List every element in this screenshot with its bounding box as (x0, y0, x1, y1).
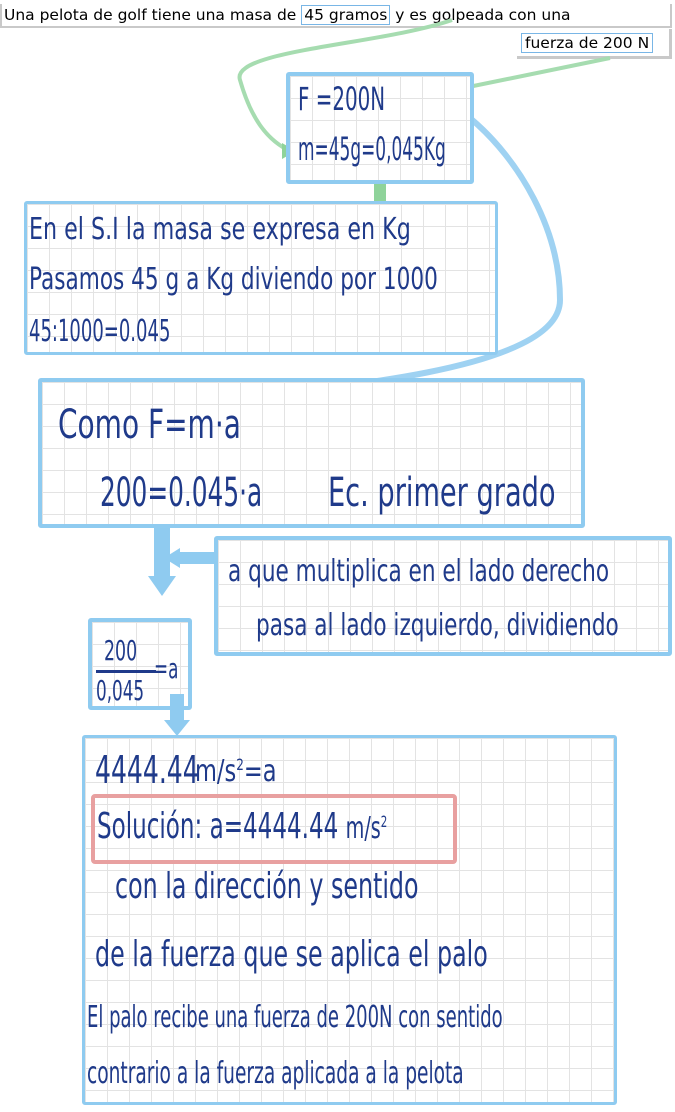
solution-text: Solución: a=4444.44 $m/s^2$ (97, 806, 388, 847)
result-value: 4444.44 (95, 748, 199, 792)
explain-line-2: pasa al lado izquierdo, dividiendo (256, 608, 619, 643)
result-line-6: contrario a la fuerza aplicada a la pelota (87, 1056, 464, 1091)
problem-line-2: fuerza de 200 N (521, 33, 653, 53)
explain-line-1: a que multiplica en el lado derecho (228, 554, 610, 589)
result-line-1 (95, 748, 304, 792)
fraction-bar (96, 670, 156, 673)
mass-value: m=45g=0,045Kg (298, 130, 446, 168)
blue-left-arrow (164, 548, 216, 568)
force-value: F =200N (298, 80, 386, 118)
highlight-mass: 45 gramos (301, 5, 390, 25)
solution-box (91, 794, 457, 864)
si-line-1: En el S.I la masa se expresa en Kg (29, 212, 411, 247)
si-line-2: Pasamos 45 g a Kg diviendo por 1000 (29, 262, 438, 297)
problem-line-1: Una pelota de golf tiene una masa de 45 gramos y es golpeada con una (4, 6, 571, 24)
result-unit: $m/s^2=a$ (195, 754, 277, 789)
explanation-box (214, 536, 672, 656)
fraction-denominator: 0,045 (96, 674, 145, 707)
result-line-4: de la fuerza que se aplica el palo (95, 934, 488, 975)
si-line-3: 45:1000=0.045 (29, 314, 171, 349)
result-box (82, 735, 617, 1105)
equation-line-1: Como F=m·a (58, 402, 241, 448)
fraction-numerator: 200 (104, 634, 138, 667)
equation-type-label: Ec. primer grado (328, 470, 556, 516)
equation-box (38, 378, 585, 528)
blue-down-arrow-2 (164, 694, 190, 736)
given-box (286, 72, 474, 184)
result-line-5: El palo recibe una fuerza de 200N con sentido (87, 1000, 503, 1035)
equation-line-2: 200=0.045·a (100, 470, 263, 516)
result-line-3: con la dirección y sentido (115, 866, 419, 907)
si-note-box (24, 201, 498, 355)
fraction-rhs: =a (154, 652, 179, 685)
